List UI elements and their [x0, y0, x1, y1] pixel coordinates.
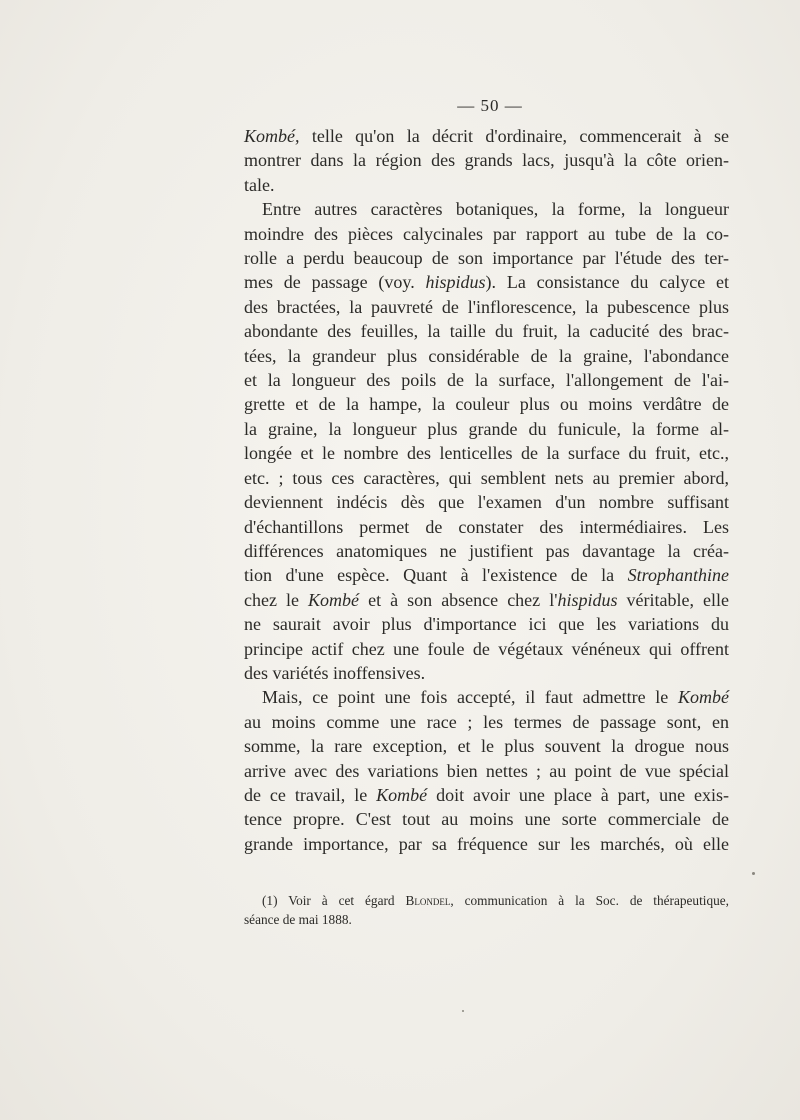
text-line: principe actif chez une foule de végétaux vénéneux qui offrent: [244, 638, 729, 659]
text-line: longée et le nombre des lenticelles de la surface du fruit, etc.,: [244, 443, 729, 464]
text-line: des bractées, la pauvreté de l'inflorescence, la pubescence plus: [244, 296, 729, 317]
text-line: des variétés inoffensives.: [244, 662, 426, 683]
footnote-line: (1) Voir à cet égard Blondel, communication à la Soc. de thérapeutique,: [262, 893, 729, 908]
text-line: moindre des pièces calycinales par rapport au tube de la co-: [244, 223, 729, 244]
paragraph-1: [244, 124, 729, 197]
body-text: [244, 124, 729, 856]
paragraph-3: [244, 685, 729, 856]
text-line: de ce travail, le Kombé doit avoir une place à part, une exis-: [244, 784, 729, 805]
text-line: tées, la grandeur plus considérable de la graine, l'abondance: [244, 345, 729, 366]
text-line: ne saurait avoir plus d'importance ici que les variations du: [244, 614, 729, 635]
text-line: chez le Kombé et à son absence chez l'hispidus véritable, elle: [244, 589, 729, 610]
page-number: — 50 —: [457, 96, 523, 115]
italic-term: Kombé: [678, 687, 729, 708]
text-line: la graine, la longueur plus grande du funicule, la forme al-: [244, 418, 729, 439]
text-line: somme, la rare exception, et le plus souvent la drogue nous: [244, 736, 729, 757]
italic-term: Kombé,: [244, 126, 300, 146]
text-line: Mais, ce point une fois accepté, il faut admettre le Kombé: [262, 687, 729, 708]
text-line: et la longueur des poils de la surface, l'allongement de l'ai-: [244, 370, 729, 391]
text-line: Kombé, telle qu'on la décrit d'ordinaire, commencerait à se: [244, 126, 729, 146]
paper-speck: [752, 872, 755, 875]
text-line: grande importance, par sa fréquence sur les marchés, où elle: [244, 833, 729, 854]
text-line: Entre autres caractères botaniques, la forme, la longueur: [262, 199, 729, 220]
author-name: Blondel: [405, 893, 451, 908]
text-line: différences anatomiques ne justifient pas davantage la créa-: [244, 540, 729, 561]
italic-term: hispidus: [425, 272, 486, 293]
italic-term: hispidus: [557, 589, 618, 610]
text-line: etc. ; tous ces caractères, qui semblent nets au premier abord,: [244, 467, 729, 488]
text-line: arrive avec des variations bien nettes ; au point de vue spécial: [244, 760, 729, 781]
text-line: mes de passage (voy. hispidus). La consistance du calyce et: [244, 272, 729, 293]
italic-term: Strophanthine: [627, 565, 729, 586]
text-line: grette et de la hampe, la couleur plus ou moins verdâtre de: [244, 394, 729, 415]
footnote-line: séance de mai 1888.: [244, 912, 352, 927]
paper-speck: [462, 1010, 464, 1012]
text-line: d'échantillons permet de constater des intermédiaires. Les: [244, 516, 729, 537]
text-line: tale.: [244, 174, 275, 195]
italic-term: Kombé: [308, 589, 360, 610]
text-line: deviennent indécis dès que l'examen d'un nombre suffisant: [244, 492, 729, 513]
text-line: montrer dans la région des grands lacs, jusqu'à la côte orien-: [244, 150, 729, 171]
italic-term: Kombé: [376, 784, 428, 805]
text-line: au moins comme une race ; les termes de passage sont, en: [244, 711, 729, 732]
text-line: tence propre. C'est tout au moins une sorte commerciale de: [244, 809, 729, 830]
text-line: tion d'une espèce. Quant à l'existence de la Strophanthine: [244, 565, 729, 586]
footnote: [244, 891, 729, 929]
text-line: rolle a perdu beaucoup de son importance par l'étude des ter-: [244, 248, 729, 269]
paragraph-2: [244, 197, 729, 685]
text-line: abondante des feuilles, la taille du fruit, la caducité des brac-: [244, 321, 729, 342]
